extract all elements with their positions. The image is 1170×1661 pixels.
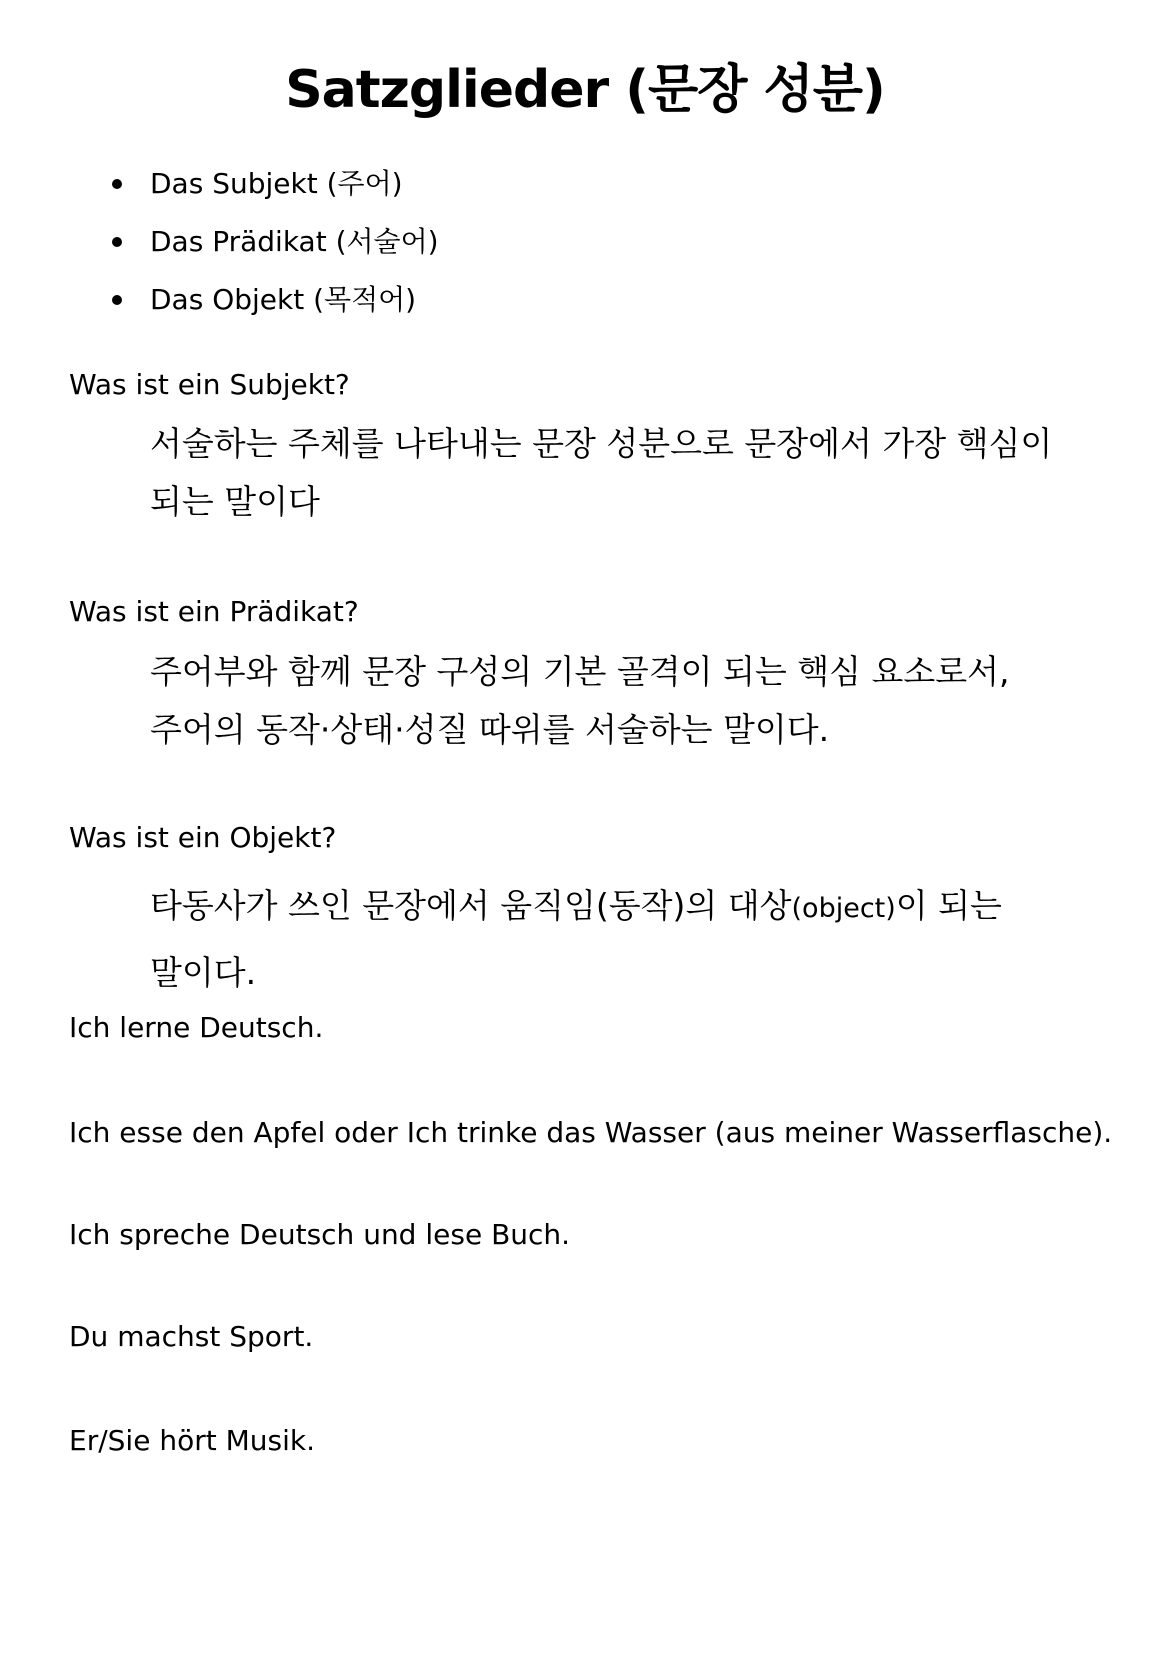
answer-line: 주어의 동작·상태·성질 따위를 서술하는 말이다. — [150, 710, 830, 749]
example-sentence: Ich spreche Deutsch und lese Buch. — [69, 1218, 571, 1251]
answer-line — [150, 874, 1090, 941]
section-answer-subjekt — [150, 415, 1090, 531]
answer-line: 말이다. — [150, 953, 257, 992]
example-sentence: Ich lerne Deutsch. — [69, 1011, 324, 1044]
section-heading-subjekt: Was ist ein Subjekt? — [69, 368, 350, 401]
example-sentence: Er/Sie hört Musik. — [69, 1424, 315, 1457]
answer-line: 되는 말이다 — [150, 482, 320, 521]
bullet-item — [110, 160, 439, 218]
section-answer-praedikat — [150, 643, 1090, 759]
bullet-dot-icon — [112, 179, 122, 189]
answer-text: 이 되는 — [895, 886, 1002, 925]
bullet-list — [110, 160, 439, 334]
bullet-text: Das Objekt (목적어) — [150, 283, 417, 316]
answer-text: 타동사가 쓰인 문장에서 움직임(동작)의 대상 — [150, 886, 792, 925]
bullet-dot-icon — [112, 237, 122, 247]
answer-text-object: (object) — [791, 893, 896, 924]
page-title: Satzglieder (문장 성분) — [285, 60, 885, 120]
answer-line: 주어부와 함께 문장 구성의 기본 골격이 되는 핵심 요소로서, — [150, 652, 1010, 691]
answer-line: 서술하는 주체를 나타내는 문장 성분으로 문장에서 가장 핵심이 — [150, 424, 1053, 463]
example-sentence: Du machst Sport. — [69, 1320, 314, 1353]
bullet-dot-icon — [112, 295, 122, 305]
example-sentence: Ich esse den Apfel oder Ich trinke das Wasser (aus meiner Wasserflasche). — [69, 1116, 1113, 1149]
bullet-text: Das Subjekt (주어) — [150, 167, 403, 200]
bullet-text: Das Prädikat (서술어) — [150, 225, 439, 258]
section-answer-objekt — [150, 874, 1090, 1005]
section-heading-objekt: Was ist ein Objekt? — [69, 821, 337, 854]
bullet-item — [110, 276, 439, 334]
section-heading-praedikat: Was ist ein Prädikat? — [69, 595, 359, 628]
bullet-item — [110, 218, 439, 276]
